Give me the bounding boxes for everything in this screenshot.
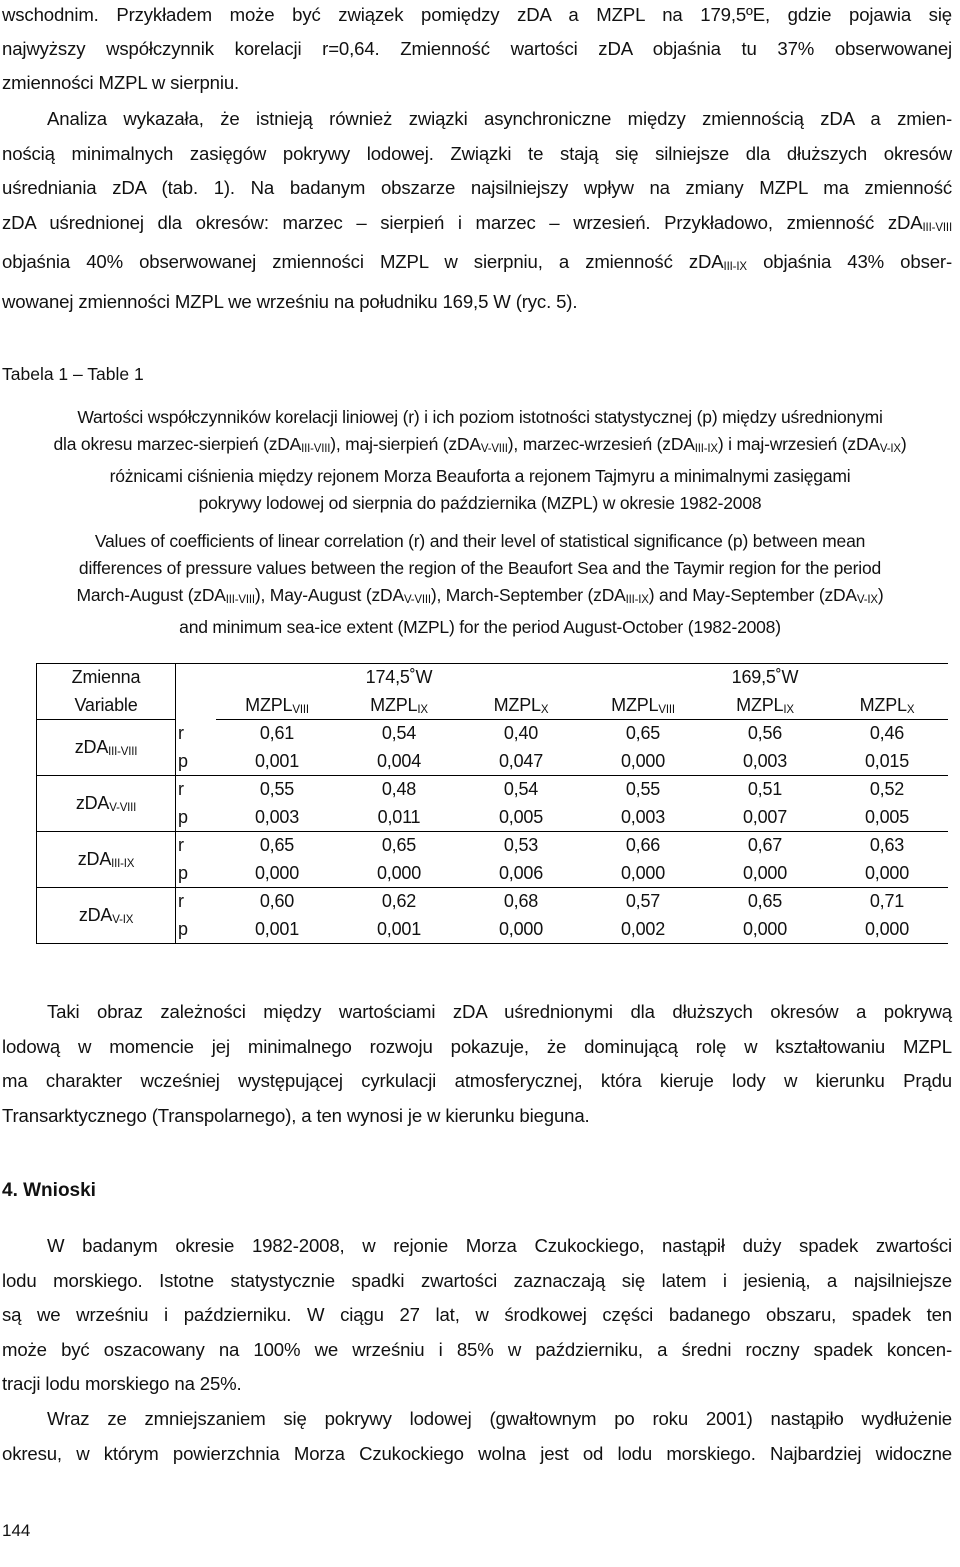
table-cell: 0,55 (625, 779, 661, 800)
table-cell: 0,61 (259, 723, 295, 744)
correlation-table (36, 663, 948, 944)
table-cell: 0,000 (826, 916, 948, 944)
subscript: V-IX (879, 443, 901, 455)
stat-label: r (178, 835, 184, 856)
stat-label: p (176, 748, 217, 776)
table-label: Tabela 1 – Table 1 (2, 364, 144, 384)
text-fragment: ), May-August (zDA (254, 585, 404, 605)
column-header (704, 692, 826, 720)
caption-line (0, 582, 960, 614)
table-cell: 0,46 (869, 723, 905, 744)
table-cell: 0,002 (582, 916, 704, 944)
table-cell: 0,62 (381, 891, 417, 912)
table-cell: 0,001 (216, 748, 338, 776)
text-line: lodową w momencie jej minimalnego rozwoju pokazuje, że dominującą rolę w kształtowaniu MZPL (2, 1035, 952, 1057)
subscript: III-VIII (225, 594, 255, 606)
subscript: III-VIII (922, 221, 952, 234)
col-base: MZPL (736, 694, 784, 715)
variable-cell (37, 720, 176, 776)
subscript: V-VIII (480, 443, 508, 455)
subscript: VIII (292, 703, 309, 716)
text-fragment: dla okresu marzec-sierpień (zDA (53, 434, 302, 454)
table-cell: 0,000 (582, 748, 704, 776)
subscript: X (540, 703, 549, 716)
stat-label: r (178, 891, 184, 912)
table-caption-pl (0, 404, 960, 517)
variable-header: Variable (37, 692, 176, 720)
table-cell: 0,000 (216, 860, 338, 888)
text-line: tracji lodu morskiego na 25%. (2, 1373, 242, 1394)
text-line (2, 206, 952, 246)
table-cell: 0,57 (625, 891, 661, 912)
text-fragment: ), marzec-wrzesień (zDA (507, 434, 695, 454)
subscript: V-VIII (109, 802, 137, 814)
table-cell: 0,53 (503, 835, 539, 856)
table-cell: 0,52 (869, 779, 905, 800)
text-line: są we wrześniu i październiku. W ciągu 27 lat, w środkowej części badanego obszaru, spadek ten (2, 1304, 952, 1325)
col-base: MZPL (493, 694, 541, 715)
after-table-paragraph (2, 995, 952, 1133)
text-line: Wraz ze zmniejszaniem się pokrywy lodowej (gwałtownym po roku 2001) nastąpiło wydłużenie (47, 1408, 952, 1429)
table-cell: 0,005 (826, 804, 948, 832)
text-line (2, 245, 952, 285)
subscript: III-VIII (301, 443, 331, 455)
table-row (37, 888, 949, 916)
stat-label: p (176, 860, 217, 888)
table-cell: 0,047 (460, 748, 582, 776)
variable-cell (37, 776, 176, 832)
text-fragment: ) and May-September (zDA (648, 585, 857, 605)
variable-cell (37, 888, 176, 944)
table-cell: 0,65 (259, 835, 295, 856)
subscript: V-VIII (403, 594, 431, 606)
subscript: V-IX (856, 594, 878, 606)
caption-line (0, 431, 960, 463)
col-base: MZPL (611, 694, 659, 715)
table-cell: 0,54 (503, 779, 539, 800)
variable-base: zDA (77, 849, 112, 869)
table-cell: 0,68 (503, 891, 539, 912)
caption-line: pokrywy lodowej od sierpnia do października (MZPL) w okresie 1982-2008 (198, 493, 762, 513)
column-header (582, 692, 704, 720)
table-cell: 0,60 (259, 891, 295, 912)
table-cell: 0,54 (381, 723, 417, 744)
caption-line: differences of pressure values between the region of the Beaufort Sea and the Taymir region for the period (78, 558, 882, 578)
variable-base: zDA (78, 905, 113, 925)
table-caption-en (0, 528, 960, 641)
variable-cell (37, 832, 176, 888)
column-header (338, 692, 460, 720)
text-fragment: ) i maj-wrzesień (zDA (717, 434, 880, 454)
subscript: III-IX (625, 594, 649, 606)
subscript: IX (417, 703, 428, 716)
text-fragment: ) (900, 434, 907, 454)
text-line: uśredniania zDA (tab. 1). Na badanym obszarze najsilniejszy wpływ na zmiany MZPL ma zmienność (2, 177, 952, 198)
text-fragment: March-August (zDA (76, 585, 226, 605)
table-cell: 0,003 (216, 804, 338, 832)
table-cell: 0,006 (460, 860, 582, 888)
text-line: zmienności MZPL w sierpniu. (2, 72, 240, 93)
table-row (37, 776, 949, 804)
text-line: może być oszacowany na 100% we wrześniu i 85% w październiku, a średni roczny spadek koncen- (2, 1338, 952, 1360)
table-cell: 0,48 (381, 779, 417, 800)
table-cell: 0,003 (704, 748, 826, 776)
table-cell: 0,000 (460, 916, 582, 944)
column-header (216, 692, 338, 720)
text-line: okresu, w którym powierzchnia Morza Czukockiego wolna jest od lodu morskiego. Najbardziej widoczne (2, 1442, 952, 1464)
section-heading: 4. Wnioski (2, 1180, 96, 1201)
text-line: najwyższy współczynnik korelacji r=0,64. Zmienność wartości zDA objaśnia tu 37% obserwowanej (2, 38, 952, 59)
table-cell: 0,007 (704, 804, 826, 832)
text-line: wowanej zmienności MZPL we wrześniu na południku 169,5 W (ryc. 5). (2, 290, 578, 312)
table-body (37, 720, 949, 944)
text-line: wschodnim. Przykładem może być związek pomiędzy zDA a MZPL na 179,5ºE, gdzie pojawia się (2, 4, 952, 25)
caption-line: Values of coefficients of linear correlation (r) and their level of statistical significance (p) between mean (94, 531, 866, 551)
subscript: III-IX (723, 261, 747, 273)
text-fragment: objaśnia 43% obser- (746, 251, 952, 272)
variable-header: Zmienna (37, 664, 176, 692)
subscript: III-IX (694, 443, 718, 455)
table-cell: 0,65 (747, 891, 783, 912)
table-cell: 0,65 (381, 835, 417, 856)
col-base: MZPL (859, 694, 907, 715)
table-row (37, 720, 949, 748)
text-line: W badanym okresie 1982-2008, w rejonie Morza Czukockiego, nastąpił duży spadek zwartości (47, 1235, 952, 1256)
table-cell: 0,000 (704, 860, 826, 888)
column-header (826, 692, 948, 720)
table-row (37, 832, 949, 860)
stat-label: r (178, 723, 184, 743)
subscript: X (906, 703, 915, 716)
table-cell: 0,001 (216, 916, 338, 944)
variable-base: zDA (75, 793, 110, 813)
text-line: lodu morskiego. Istotne statystycznie spadki zwartości zaznaczają się latem i jesienią, a najsilniejsze (2, 1269, 952, 1291)
text-fragment: objaśnia 40% obserwowanej zmienności MZPL w sierpniu, a zmienność zDA (2, 251, 724, 272)
text-line: Analiza wykazała, że istnieją również związki asynchroniczne między zmiennością zDA a zmien- (47, 108, 952, 129)
table-cell: 0,003 (582, 804, 704, 832)
caption-line: różnicami ciśnienia między rejonem Morza Beauforta a rejonem Tajmyru a minimalnymi zasięgami (109, 466, 851, 486)
table-cell: 0,55 (259, 779, 295, 800)
subscript: V-IX (112, 914, 134, 926)
subscript: IX (783, 703, 794, 716)
text-fragment: ), March-September (zDA (430, 585, 626, 605)
table-cell: 0,51 (747, 779, 783, 800)
table-cell: 0,015 (826, 748, 948, 776)
table-cell: 0,65 (625, 723, 661, 744)
table-cell: 0,63 (869, 835, 905, 856)
conclusions-paragraph-1 (2, 1229, 952, 1402)
table-cell: 0,000 (338, 860, 460, 888)
column-header (460, 692, 582, 720)
analysis-paragraph (2, 102, 952, 319)
stat-label: p (176, 916, 217, 944)
table-cell: 0,004 (338, 748, 460, 776)
subscript: III-IX (111, 858, 135, 870)
col-base: MZPL (245, 694, 293, 715)
col-base: MZPL (370, 694, 418, 715)
table-cell: 0,000 (704, 916, 826, 944)
subscript: VIII (658, 703, 675, 716)
group-header: 169,5˚W (582, 664, 948, 692)
table-cell: 0,71 (869, 891, 905, 912)
table-cell: 0,011 (338, 804, 460, 832)
table-cell: 0,40 (503, 723, 539, 744)
group-header: 174,5˚W (216, 664, 582, 692)
variable-base: zDA (74, 737, 109, 757)
stat-label: r (178, 779, 184, 800)
table-cell: 0,000 (582, 860, 704, 888)
caption-line: Wartości współczynników korelacji liniowej (r) i ich poziom istotności statystycznej (p) między uśrednionymi (77, 407, 883, 427)
table-cell: 0,000 (826, 860, 948, 888)
text-line: Transarktycznego (Transpolarnego), a ten wynosi je w kierunku bieguna. (2, 1104, 590, 1126)
caption-line: and minimum sea-ice extent (MZPL) for the period August-October (1982-2008) (179, 617, 781, 637)
intro-paragraph (2, 0, 952, 100)
text-line: nością minimalnych zasięgów pokrywy lodowej. Związki te stają się silniejsze dla dłuższych okresów (2, 142, 952, 164)
text-line: ma charakter wcześniej występującej cyrkulacji atmosferycznej, która kieruje lody w kierunku Prądu (2, 1070, 952, 1091)
conclusions-paragraph-2 (2, 1402, 952, 1471)
stat-label: p (176, 804, 217, 832)
table-cell: 0,67 (747, 835, 783, 856)
table-cell: 0,56 (747, 723, 783, 744)
table-cell: 0,66 (625, 835, 661, 856)
text-fragment: ) (877, 585, 884, 605)
text-line: Taki obraz zależności między wartościami zDA uśrednionymi dla dłuższych okresów a pokrywą (47, 1001, 952, 1022)
text-fragment: ), maj-sierpień (zDA (330, 434, 481, 454)
page-number: 144 (2, 1521, 31, 1540)
text-fragment: zDA uśrednionej dla okresów: marzec – sierpień i marzec – wrzesień. Przykładowo, zmienność zDA (2, 211, 923, 233)
table-cell: 0,005 (460, 804, 582, 832)
subscript: III-VIII (108, 746, 138, 758)
table-cell: 0,001 (338, 916, 460, 944)
